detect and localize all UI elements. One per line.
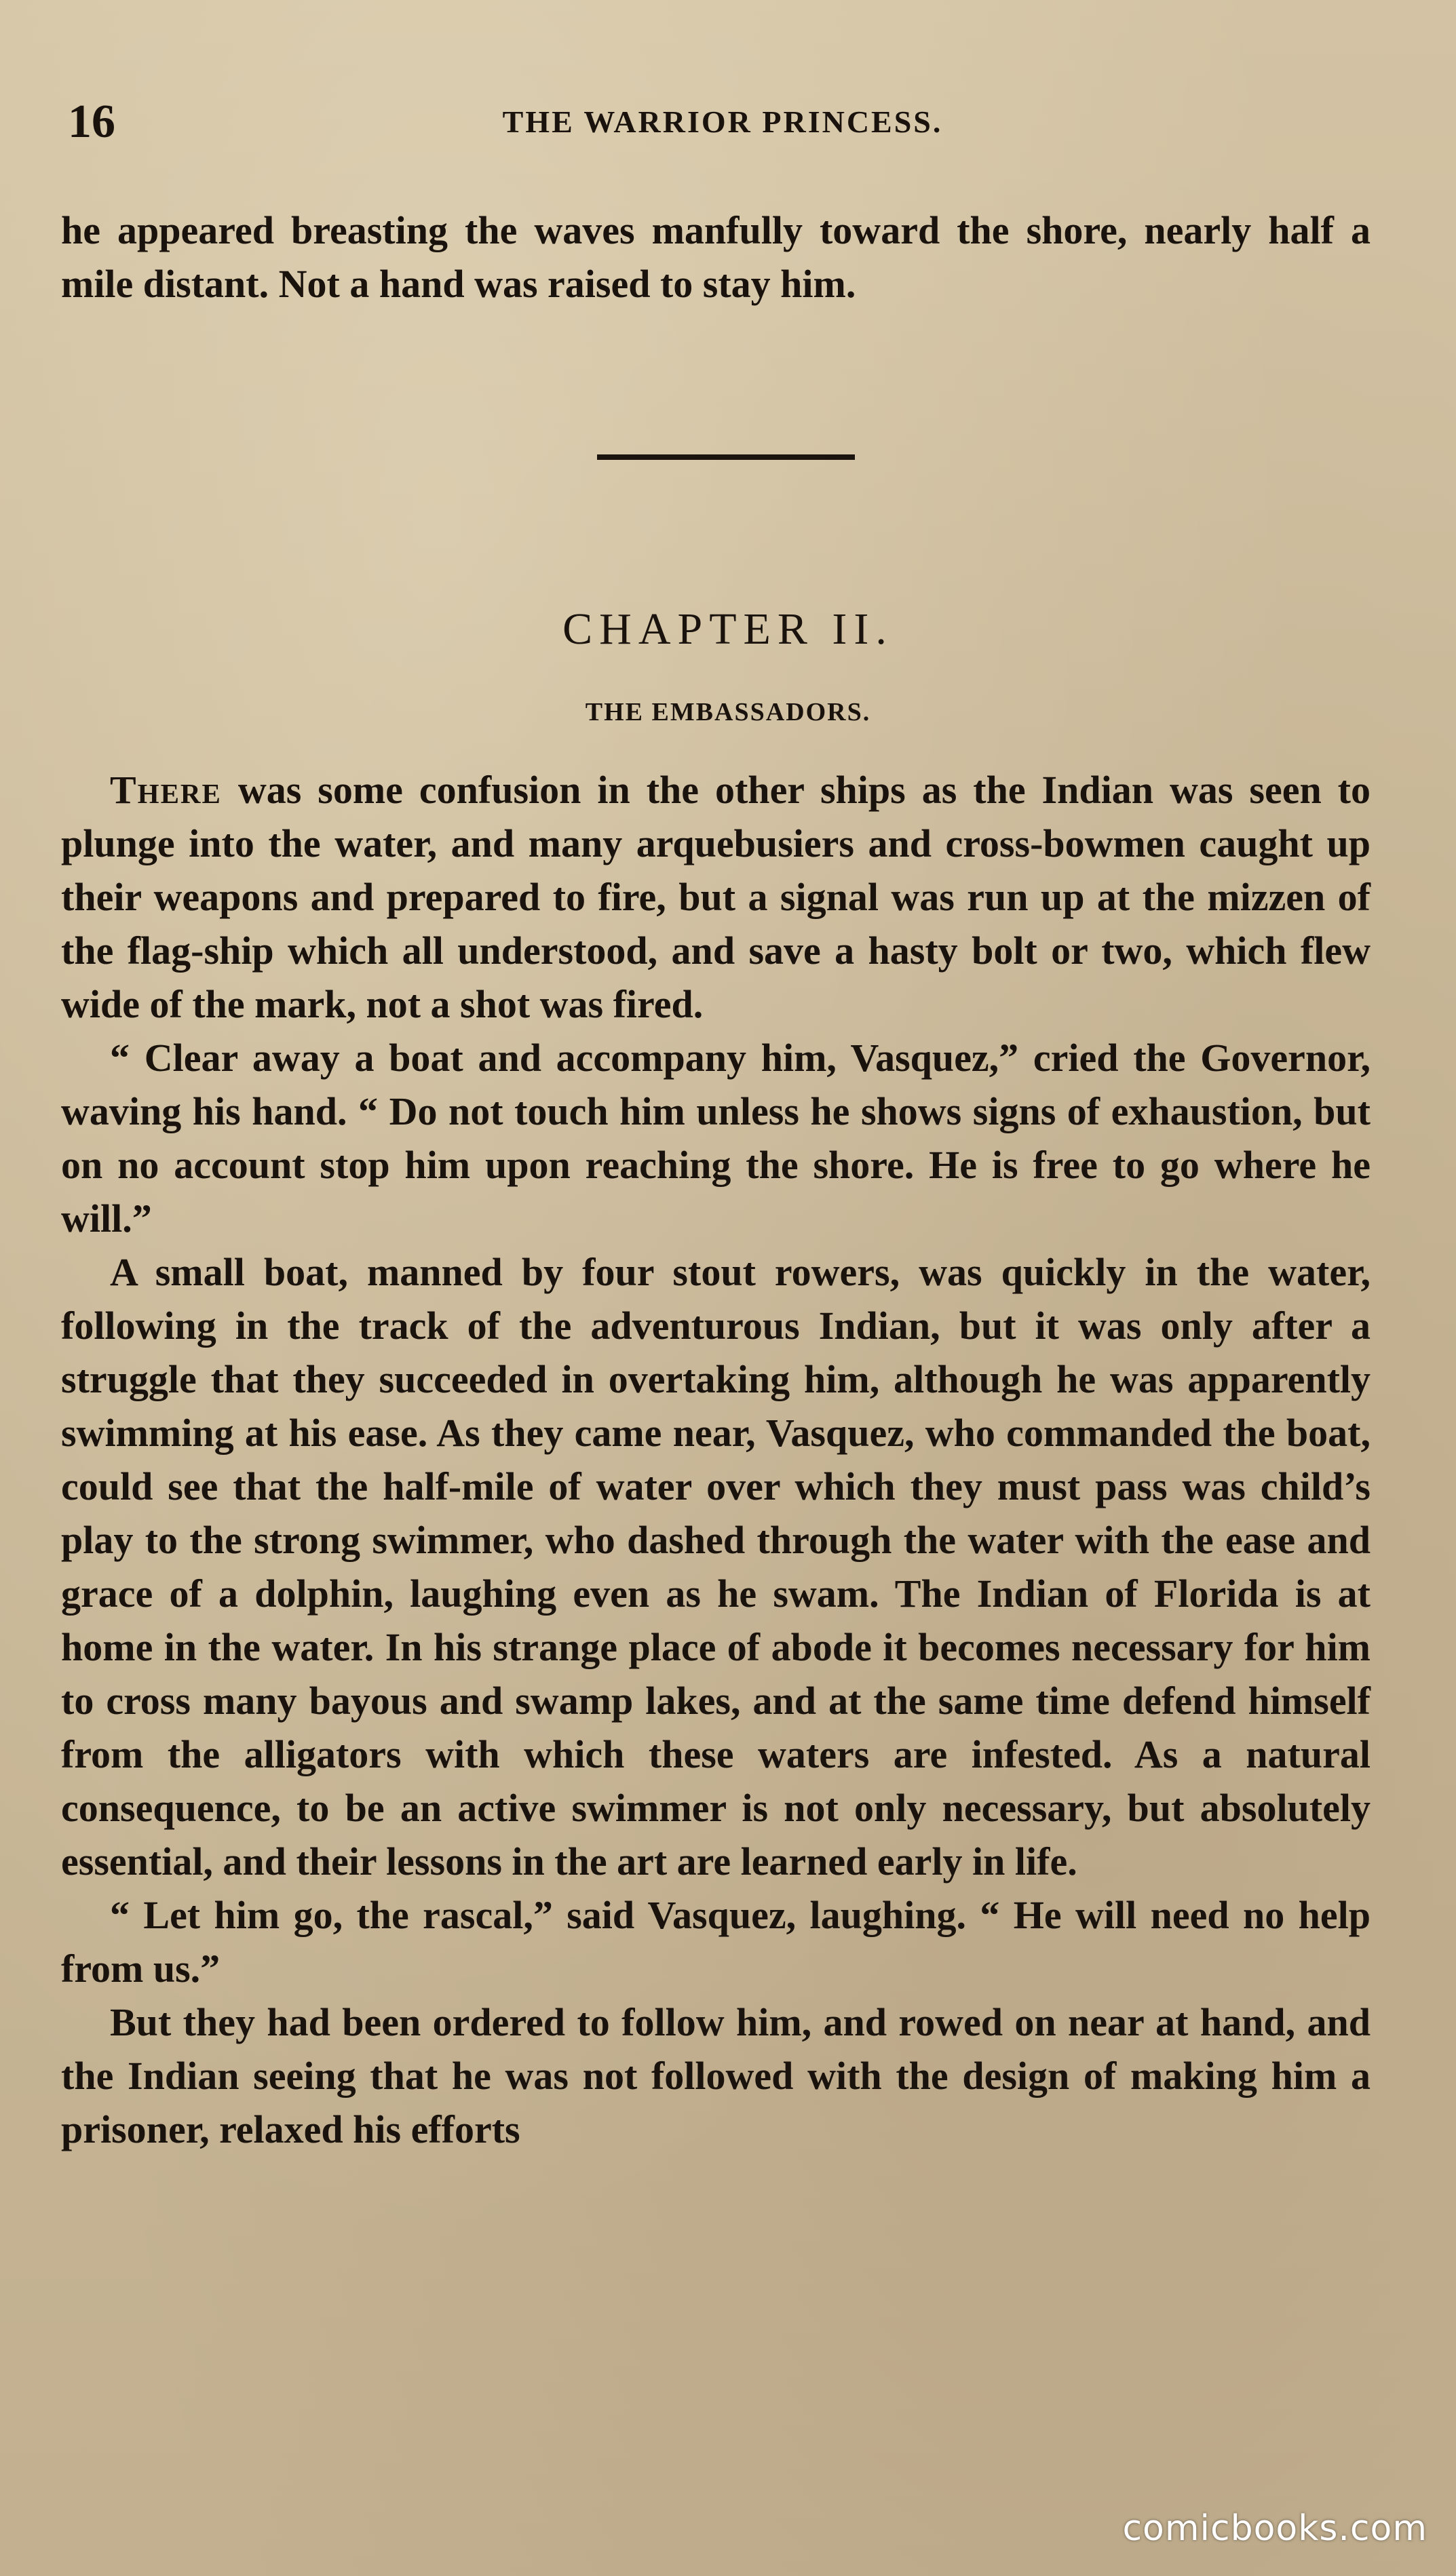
- paragraph-1-text: was some confusion in the other ships as the Indian was seen to plunge into the water, and many arquebusiers and cross-bowmen caught up their weapons and prepared to fire, but a signal was run up at the mizzen of the flag-ship which all understood, and save a hasty bolt or two, which flew wide of the mark, not a shot was fired.: [61, 768, 1371, 1026]
- running-head: THE WARRIOR PRINCESS.: [502, 104, 943, 139]
- page-header: [68, 95, 1377, 149]
- paragraph-4: “ Let him go, the rascal,” said Vasquez, laughing. “ He will need no help from us.”: [61, 1893, 1371, 1991]
- opening-text: he appeared breasting the waves manfully toward the shore, nearly half a mile distant. Not a hand was raised to stay him.: [61, 208, 1371, 306]
- paragraph-5: But they had been ordered to follow him, and rowed on near at hand, and the Indian seeing that he was not followed with the design of making him a prisoner, relaxed his efforts: [61, 2000, 1371, 2151]
- page-number: 16: [68, 96, 115, 148]
- opening-paragraph: [61, 203, 1371, 311]
- paragraph-1: [61, 763, 1371, 1031]
- section-divider: [597, 454, 855, 460]
- watermark: comicbooks.com: [1122, 2508, 1428, 2549]
- paragraph-3: A small boat, manned by four stout rowers, was quickly in the water, following in the track of the adventurous Indian, but it was only after a struggle that they succeeded in overtaking him, although he was apparently swimming at his ease. As they came near, Vasquez, who commanded the boat, could see that the half-mile of water over which they must pass was child’s play to the strong swimmer, who dashed through the water with the ease and grace of a dolphin, laughing even as he swam. The Indian of Florida is at home in the water. In his strange place of abode it becomes necessary for him to cross many bayous and swamp lakes, and at the same time defend himself from the alligators with which these waters are infested. As a natural consequence, to be an active swimmer is not only necessary, but absolutely essential, and their lessons in the art are learned early in life.: [61, 1250, 1371, 1884]
- paragraph-1-lead: There: [110, 768, 222, 812]
- paragraph-2: “ Clear away a boat and accompany him, Vasquez,” cried the Governor, waving his hand. “ Do not touch him unless he shows signs of exhaustion, but on no account stop him upon reaching the shore. He is free to go where he will.”: [61, 1036, 1371, 1241]
- chapter-subtitle: THE EMBASSADORS.: [585, 698, 871, 726]
- chapter-title: CHAPTER II.: [562, 604, 894, 654]
- chapter-body: [61, 763, 1371, 2156]
